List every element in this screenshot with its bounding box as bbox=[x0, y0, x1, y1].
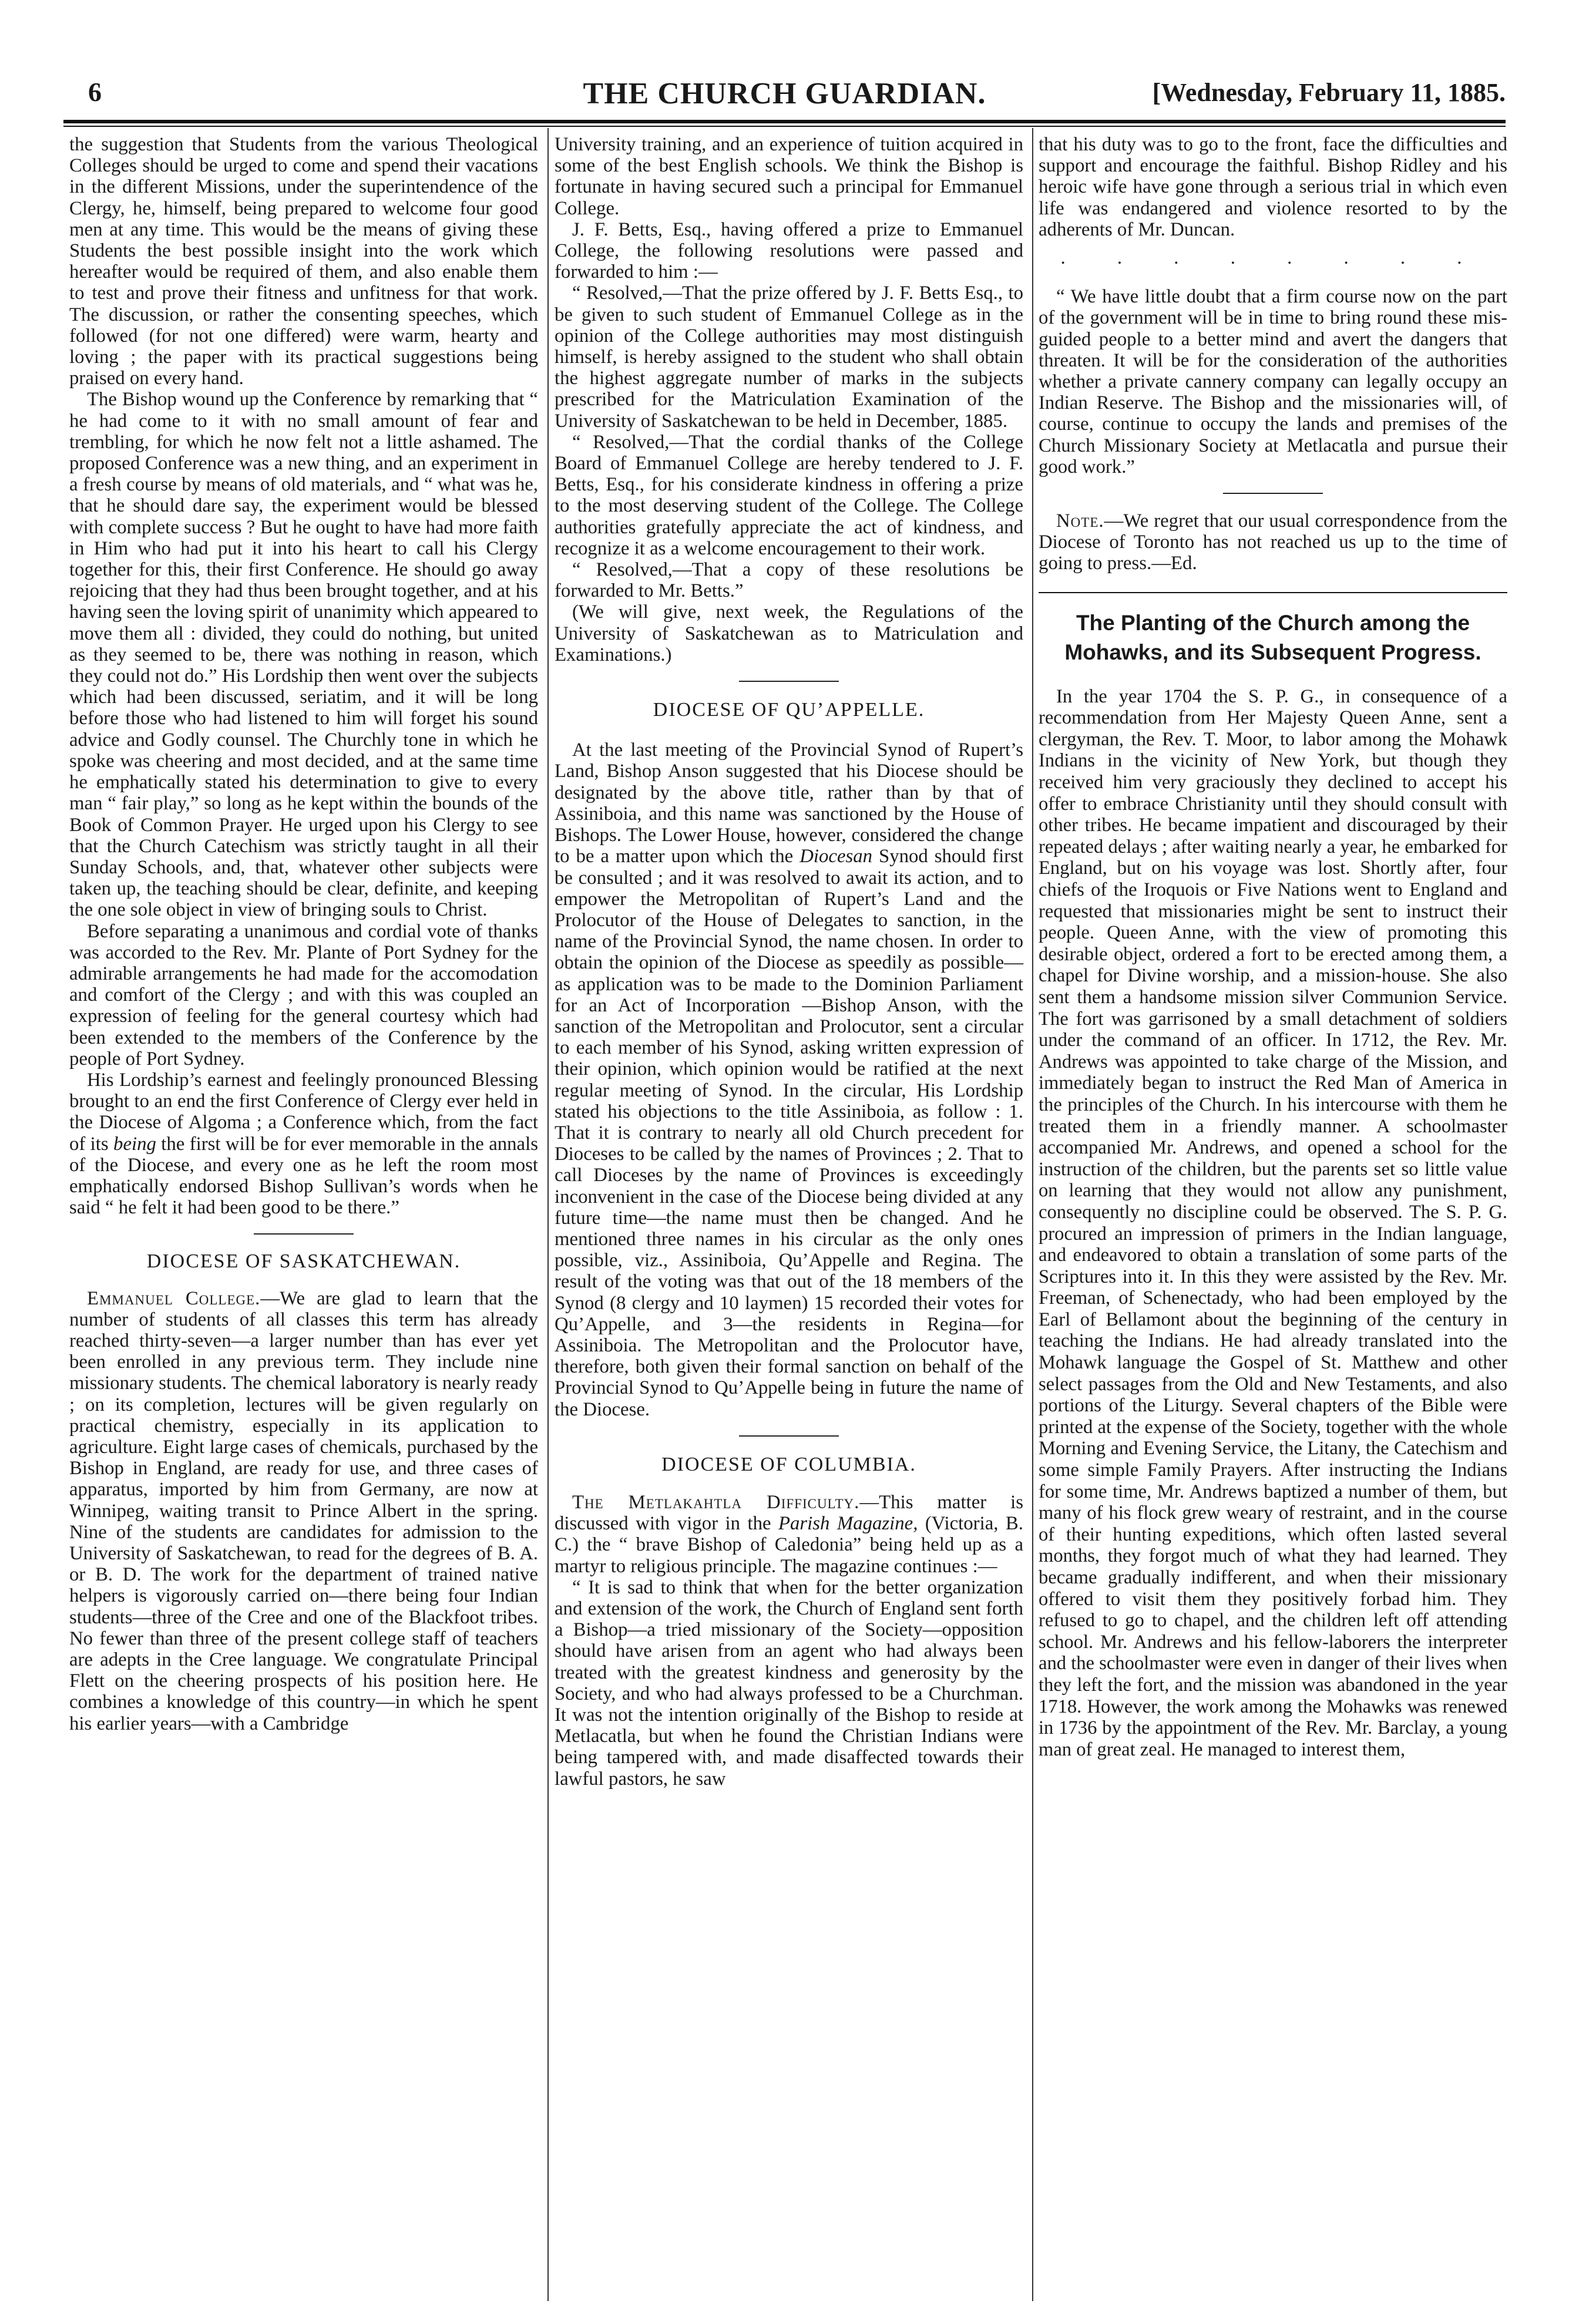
paragraph: The Bishop wound up the Conference by remarking that “ he had come to it with no small amount of fear and trembling, for which he now felt not a little ashamed. The proposed Conference was a new thing, and an experiment in a fresh course by means of old materials, and “ what was he, that he should dare say, the experiment would be blessed with complete success ? But he ought to have had more faith in Him who had put it into his heart to call his Clergy together for this, their first Conference. He should go away rejoicing that they had thus been brought together, and at his having seen the loving spirit of unanimity which appeared to move them all : divided, they could do nothing, but united as they seemed to be, there was nothing in reason, which they could not do.” His Lordship then went over the subjects which had been discussed, seriatim, and it will be long before those who had listened to him will forget his sound advice and Godly counsel. The Churchly tone in which he spoke was cheering and most decided, and at the same time he emphatically stated his determination to give to every man “ fair play,” so long as he kept within the bounds of the Book of Common Prayer. He urged upon his Clergy to see that the Church Catechism was strictly taught in all their Sunday Schools, and, that, whatever other subjects were taken up, the teaching should be clear, definite, and keeping the one sole object in view of bringing souls to Christ. bbox=[69, 389, 538, 921]
text-run: —We are glad to learn that the number of students of all classes this term has already reached thirty-seven—a larger number than has ever yet been enrolled in any previous term. They include nine missionary students. The chemical laboratory is nearly ready ; on its completion, lectures will be given regularly on practical chemistry, especially in its application to agriculture. Eight large cases of chemicals, purchased by the Bishop in England, are ready for use, and three cases of apparatus, imported by him from Germany, are now at Winnipeg, waiting transit to Prince Albert in the spring. Nine of the students are candidates for admission to the University of Saskatchewan, to read for the degrees of B. A. or B. D. The work for the department of trained native helpers is vigorously carried on—there being four Indian students—three of the Cree and one of the Blackfoot tribes. No fewer than three of the present college staff of teachers are adepts in the Cree language. We congratulate Principal Flett on the cheering prospects of his position here. He combines a knowledge of this country—in which he spent his earlier years—with a Cambridge bbox=[69, 1287, 539, 1734]
paragraph: that his duty was to go to the front, face the difficulties and support and encourage the faithful. Bishop Ridley and his heroic wife have gone through a serious trial in which even life was endangered and violence resorted to by the adherents of Mr. Duncan. bbox=[1039, 134, 1507, 240]
paragraph: Before separating a unanimous and cordial vote of thanks was accorded to the Rev. Mr. Plante of Port Sydney for the admirable arrangements he had made for the accomodation and comfort of the Clergy ; and with this was coupled an expression of feeling for the general courtesy which had been extended to the members of the Conference by the people of Port Sydney. bbox=[69, 920, 538, 1069]
column-divider bbox=[1032, 128, 1033, 2301]
column-2 bbox=[555, 134, 1023, 1790]
issue-date: [Wednesday, February 11, 1885. bbox=[1152, 78, 1506, 107]
page-header bbox=[63, 76, 1506, 117]
page-number: 6 bbox=[88, 77, 102, 107]
paragraph: (We will give, next week, the Regulations of the University of Saskatchewan as to Matriculation and Examinations.) bbox=[555, 601, 1023, 665]
column-1 bbox=[69, 134, 538, 1734]
paragraph: University training, and an experience of tuition acquired in some of the best English schools. We think the Bishop is fortunate in having secured such a principal for Emmanuel College. bbox=[555, 134, 1023, 219]
lead-in: Note. bbox=[1056, 510, 1104, 532]
text-run: (Victoria, B. C.) the “ brave Bishop of Caledonia” being held up as a martyr to religious principle. The magazine continues :— bbox=[555, 1513, 1023, 1577]
text-run: —We regret that our usual correspondence from the Diocese of Toronto has not reached us up to the time of going to press.—Ed. bbox=[1039, 510, 1507, 574]
paragraph: the suggestion that Students from the various Theological Colleges should be urged to come and spend their vacations in the different Missions, under the superintendence of the Clergy, he, himself, being prepared to welcome four good men at any time. This would be the means of giving these Students the best possible insight into the work which hereafter would be required of them, and also enable them to test and prove their fitness and unfitness for that work. The discussion, or rather the consenting speeches, which followed (for not one differed) were warm, hearty and loving ; the paper with its practical suggestions being praised on every hand. bbox=[69, 134, 538, 389]
text-run: the first will be for ever memorable in the annals of the Diocese, and every one as he left the room most emphatically endorsed Bishop Sullivan’s words when he said “ he felt it had been good to be there.” bbox=[69, 1133, 538, 1219]
lead-in: Emmanuel College. bbox=[87, 1287, 261, 1309]
paragraph bbox=[555, 739, 1023, 1420]
divider bbox=[254, 1233, 354, 1235]
ellipsis-dots: . . . . . . . . bbox=[1060, 247, 1486, 269]
text-run: His Lordship’s earnest and feelingly pronounced Blessing brought to an end the first Conference of Clergy ever held in the Diocese of Algoma ; a Conference which, from the fact of its bbox=[69, 1069, 538, 1155]
section-heading-columbia: DIOCESE OF COLUMBIA. bbox=[661, 1453, 916, 1475]
paragraph: “ Resolved,—That the prize offered by J. F. Betts Esq., to be given to such student of Emmanuel College as in the opinion of the College authorities may most distinguish himself, is hereby assigned to the student who shall obtain the highest aggregate number of marks in the subjects prescribed for the Matriculation Examination of the University of Saskatchewan to be held in December, 1885. bbox=[555, 282, 1023, 432]
section-heading-quappelle: DIOCESE OF QU’APPELLE. bbox=[653, 699, 925, 721]
divider bbox=[1039, 592, 1507, 593]
header-rule-thick bbox=[63, 120, 1506, 123]
header-rule-thin bbox=[63, 126, 1506, 127]
lead-in: The Metlakahtla Difficulty. bbox=[572, 1491, 860, 1513]
divider bbox=[739, 681, 839, 682]
text-run: —This matter is discussed with vigor in the bbox=[555, 1491, 1023, 1535]
paragraph bbox=[555, 1492, 1023, 1577]
newspaper-title: THE CHURCH GUARDIAN. bbox=[583, 77, 986, 110]
column-divider bbox=[547, 128, 549, 2301]
paragraph bbox=[69, 1288, 538, 1734]
paragraph: “ We have little doubt that a firm course now on the part of the government will be in time to bring round these mis-guided people to a better mind and avert the dangers that threaten. It will be for the consideration of the authorities whether a private cannery company can legally occupy an Indian Reserve. The Bishop and the missionaries will, of course, continue to occupy the lands and premises of the Church Missionary Society at Metlacatla and pursue their good work.” bbox=[1039, 286, 1507, 477]
paragraph: In the year 1704 the S. P. G., in consequence of a recommendation from Her Majesty Queen Anne, sent a clergyman, the Rev. T. Moor, to labor among the Mohawk Indians in the vicinity of New York, but though they received him very graciously they declined to accept his offer to embrace Christianity until they should consult with other tribes. He became impatient and discouraged by their repeated delays ; after waiting nearly a year, he embarked for England, but on his voyage was lost. Shortly after, four chiefs of the Iroquois or Five Nations went to England and requested that missionaries might be sent to instruct their people. Queen Anne, with the view of promoting this desirable object, ordered a fort to be erected among them, a chapel for Divine worship, and a mission-house. She also sent them a handsome mission silver Communion Service. The fort was garrisoned by a small detachment of soldiers under the command of an officer. In 1712, the Rev. Mr. Andrews was appointed to take charge of the Mission, and immediately began to instruct the Red Man of America in the principles of the Church. In his intercourse with them he treated them in a friendly manner. A schoolmaster accompanied Mr. Andrews, and opened a school for the instruction of the children, but the parents set so little value on learning that they would not allow any punishment, consequently no discipline could be observed. The S. P. G. procured an impression of primers in the Indian language, and endeavored to obtain a translation of some parts of the Scriptures into it. In this they were assisted by the Rev. Mr. Freeman, of Schenectady, who had been employed by the Earl of Bellamont about the beginning of the century in teaching the Indians. He had already translated into the Mohawk language the Gospel of St. Matthew and other select passages from the Old and New Testaments, and also portions of the Liturgy. Several chapters of the Bible were printed at the expense of the Society, together with the whole Morning and Evening Service, the Litany, the Catechism and some simple Family Prayers. After instructing the Indians for some time, Mr. Andrews baptized a number of them, but many of his flock grew weary of restraint, and in the course of their hunting expeditions, which often lasted several months, they forgot much of what they had learned. They became gradually indifferent, and when their missionary offered to visit them they positively forbad him. They refused to go to chapel, and the children left off attending school. Mr. Andrews and his fellow-laborers the interpreter and the schoolmaster were even in danger of their lives when they left the fort, and the mission was abandoned in the year 1718. However, the work among the Mohawks was renewed in 1736 by the appointment of the Rev. Mr. Barclay, a young man of great zeal. He managed to interest them, bbox=[1039, 685, 1507, 1760]
divider bbox=[1223, 493, 1323, 494]
column-3 bbox=[1039, 134, 1507, 1760]
paragraph: “ Resolved,—That a copy of these resolutions be forwarded to Mr. Betts.” bbox=[555, 559, 1023, 602]
paragraph bbox=[1039, 510, 1507, 574]
paragraph bbox=[69, 1069, 538, 1218]
divider bbox=[739, 1435, 839, 1437]
italic-text: being bbox=[113, 1133, 156, 1155]
paragraph: J. F. Betts, Esq., having offered a prize to Emmanuel College, the following resolutions were passed and forwarded to him :— bbox=[555, 218, 1023, 283]
paragraph: “ Resolved,—That the cordial thanks of the College Board of Emmanuel College are hereby tendered to J. F. Betts, Esq., for his considerate kindness in offering a prize to the most deserving student of the College. The College authorities gratefully appreciate the act of kindness, and recognize it as a welcome encouragement to their work. bbox=[555, 431, 1023, 559]
italic-text: Diocesan bbox=[799, 846, 873, 867]
section-heading-saskatchewan: DIOCESE OF SASKATCHEWAN. bbox=[146, 1250, 461, 1273]
paragraph: “ It is sad to think that when for the better organization and extension of the work, the Church of England sent forth a Bishop—a tried missionary of the Society—opposition should have arisen from an agent who had always been treated with the greatest kindness and generosity by the Society, and who had always professed to be a Churchman. It was not the intention originally of the Bishop to reside at Metlacatla, but when he found the Christian Indians were being tampered with, and made disaffected towards their lawful pastors, he saw bbox=[555, 1576, 1023, 1790]
text-run: At the last meeting of the Provincial Synod of Rupert’s Land, Bishop Anson suggested that his Diocese should be designated by the above title, rather than by that of Assiniboia, and this name was sanctioned by the House of Bishops. The Lower House, however, considered the change to be a matter upon which the bbox=[555, 739, 1023, 867]
italic-text: Parish Magazine, bbox=[778, 1513, 918, 1535]
article-heading: The Planting of the Church among the Mohawks, and its Subsequent Progress. bbox=[1064, 610, 1481, 664]
text-run: Synod should first be consulted ; and it was resolved to await its action, and to empower the Metropolitan of Rupert’s Land and the Prolocutor of the House of Delegates to sanction, in the name of the Provincial Synod, the name chosen. In order to obtain the opinion of the Diocese as speedily as possible—as application was to be made to the Dominion Parliament for an Act of Incorporation —Bishop Anson, with the sanction of the Metropolitan and Prolocutor, sent a circular to each member of his Synod, asking written expression of their opinion, which opinion would be ratified at the next regular meeting of Synod. In the circular, His Lordship stated his objections to the title Assiniboia, as follow : 1. That it is contrary to nearly all old Church precedent for Dioceses to be called by the names of Provinces ; 2. That to call Dioceses by the name of Provinces is exceedingly inconvenient in the case of the Diocese being divided at any future time—the name must then be changed. And he mentioned three names in his circular as the only ones possible, viz., Assiniboia, Qu’Appelle and Regina. The result of the voting was that out of the 18 members of the Synod (8 clergy and 10 laymen) 15 recorded their votes for Qu’Appelle, and 3—the residents in Regina—for Assiniboia. The Metropolitan and the Prolocutor have, therefore, both given their formal sanction on behalf of the Provincial Synod to Qu’Appelle being in future the name of the Diocese. bbox=[555, 846, 1024, 1420]
